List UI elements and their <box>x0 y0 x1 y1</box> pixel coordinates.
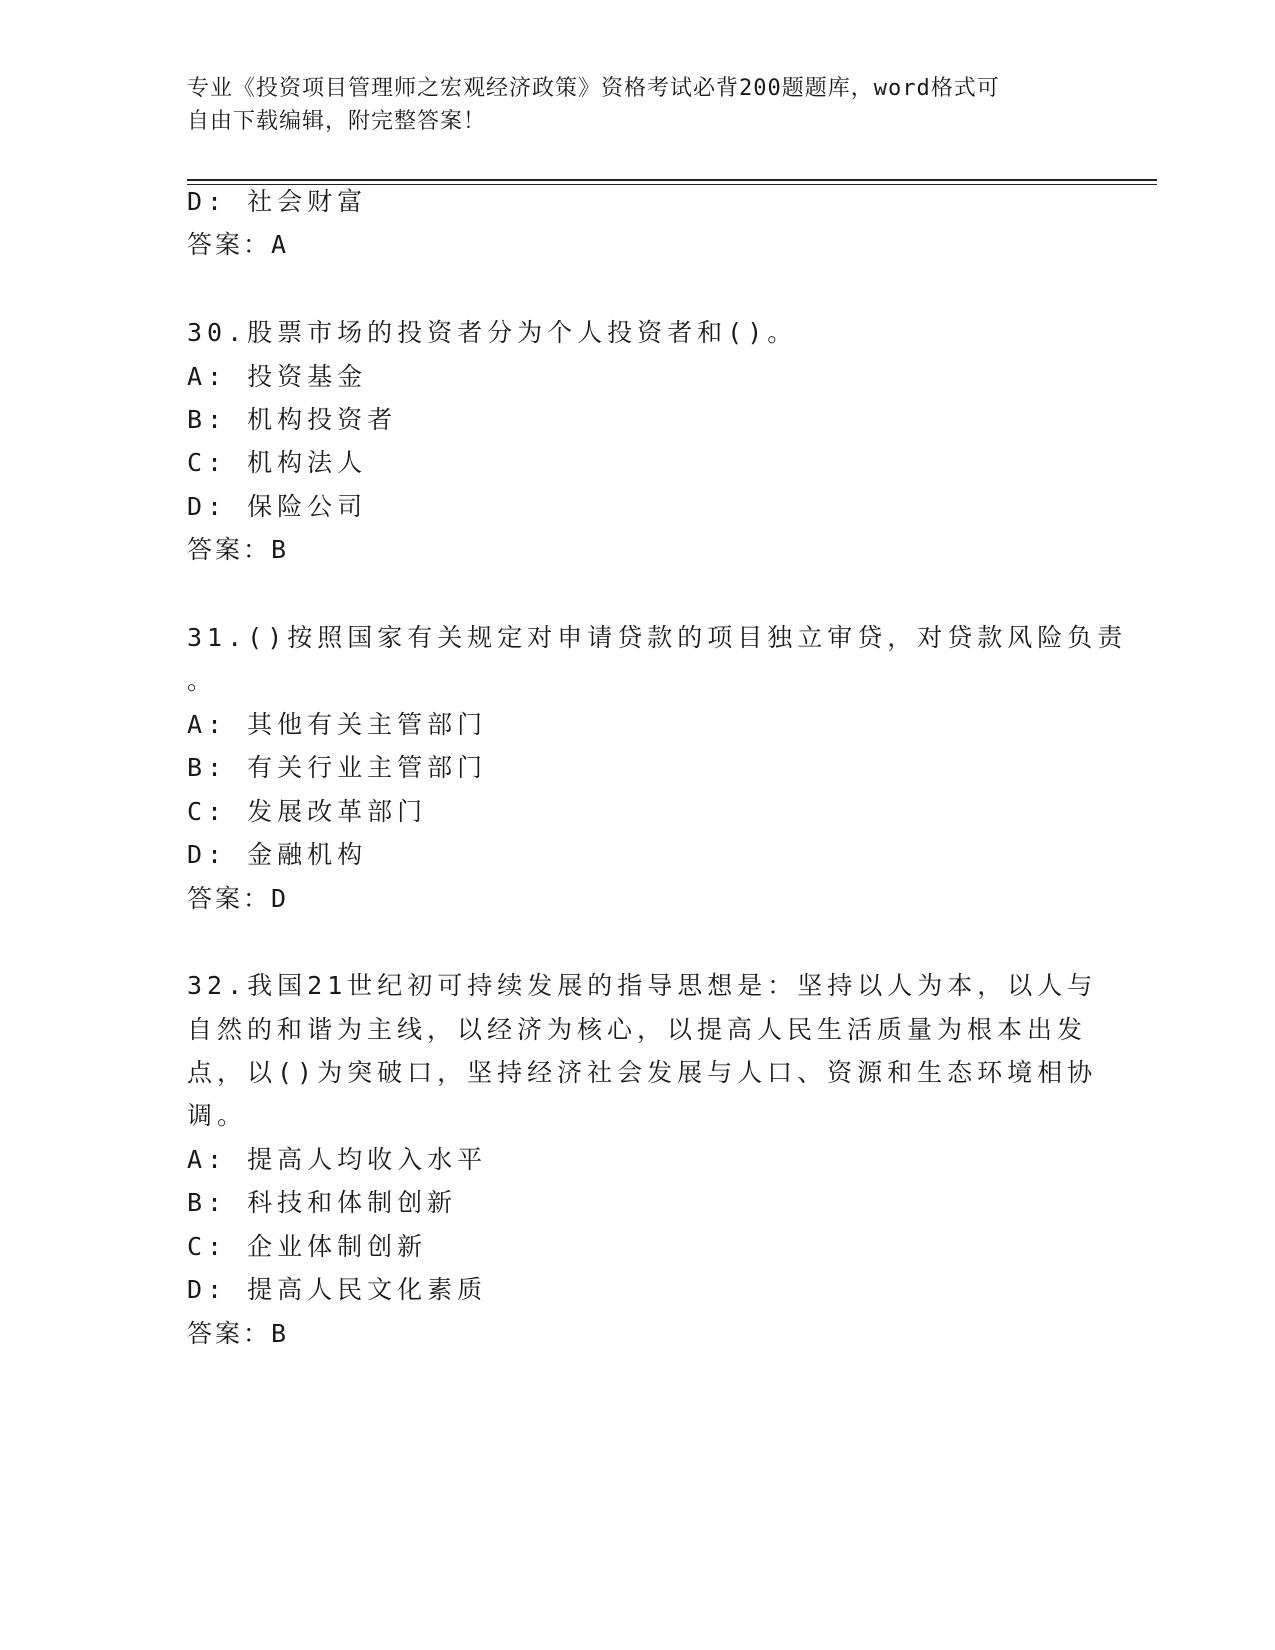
document-header <box>187 72 1087 138</box>
q31-stem-line-1: 31.()按照国家有关规定对申请贷款的项目独立审贷，对贷款风险负责 <box>187 623 1128 652</box>
q31-option-c: C: 发展改革部门 <box>187 797 428 826</box>
q30-answer: 答案：B <box>187 535 290 564</box>
q32-option-c: C: 企业体制创新 <box>187 1232 428 1261</box>
q30-stem: 30.股票市场的投资者分为个人投资者和()。 <box>187 318 798 347</box>
q32-answer: 答案：B <box>187 1319 290 1348</box>
prev-option-d: D: 社会财富 <box>187 187 368 216</box>
q31-answer: 答案：D <box>187 884 290 913</box>
header-line-2: 自由下载编辑，附完整答案！ <box>187 109 487 134</box>
header-line-1: 专业《投资项目管理师之宏观经济政策》资格考试必背200题题库，word格式可 <box>187 76 1000 101</box>
q32-option-b: B: 科技和体制创新 <box>187 1188 458 1217</box>
q31-option-b: B: 有关行业主管部门 <box>187 753 488 782</box>
header-divider-thick <box>187 179 1157 181</box>
prev-answer: 答案：A <box>187 230 290 259</box>
q32-stem-line-4: 调。 <box>187 1101 248 1130</box>
q32-stem-line-2: 自然的和谐为主线，以经济为核心，以提高人民生活质量为根本出发 <box>187 1015 1088 1044</box>
q31-option-d: D: 金融机构 <box>187 840 368 869</box>
q31-stem-line-2: 。 <box>187 666 218 695</box>
q32-option-a: A: 提高人均收入水平 <box>187 1145 488 1174</box>
q32-stem-line-3: 点，以()为突破口，坚持经济社会发展与人口、资源和生态环境相协 <box>187 1058 1098 1087</box>
q30-option-d: D: 保险公司 <box>187 492 368 521</box>
q30-option-c: C: 机构法人 <box>187 448 368 477</box>
q31-option-a: A: 其他有关主管部门 <box>187 710 488 739</box>
q30-option-b: B: 机构投资者 <box>187 405 398 434</box>
q32-stem-line-1: 32.我国21世纪初可持续发展的指导思想是：坚持以人为本，以人与 <box>187 971 1098 1000</box>
q30-option-a: A: 投资基金 <box>187 362 368 391</box>
header-divider-thin <box>187 184 1157 185</box>
q32-option-d: D: 提高人民文化素质 <box>187 1275 488 1304</box>
